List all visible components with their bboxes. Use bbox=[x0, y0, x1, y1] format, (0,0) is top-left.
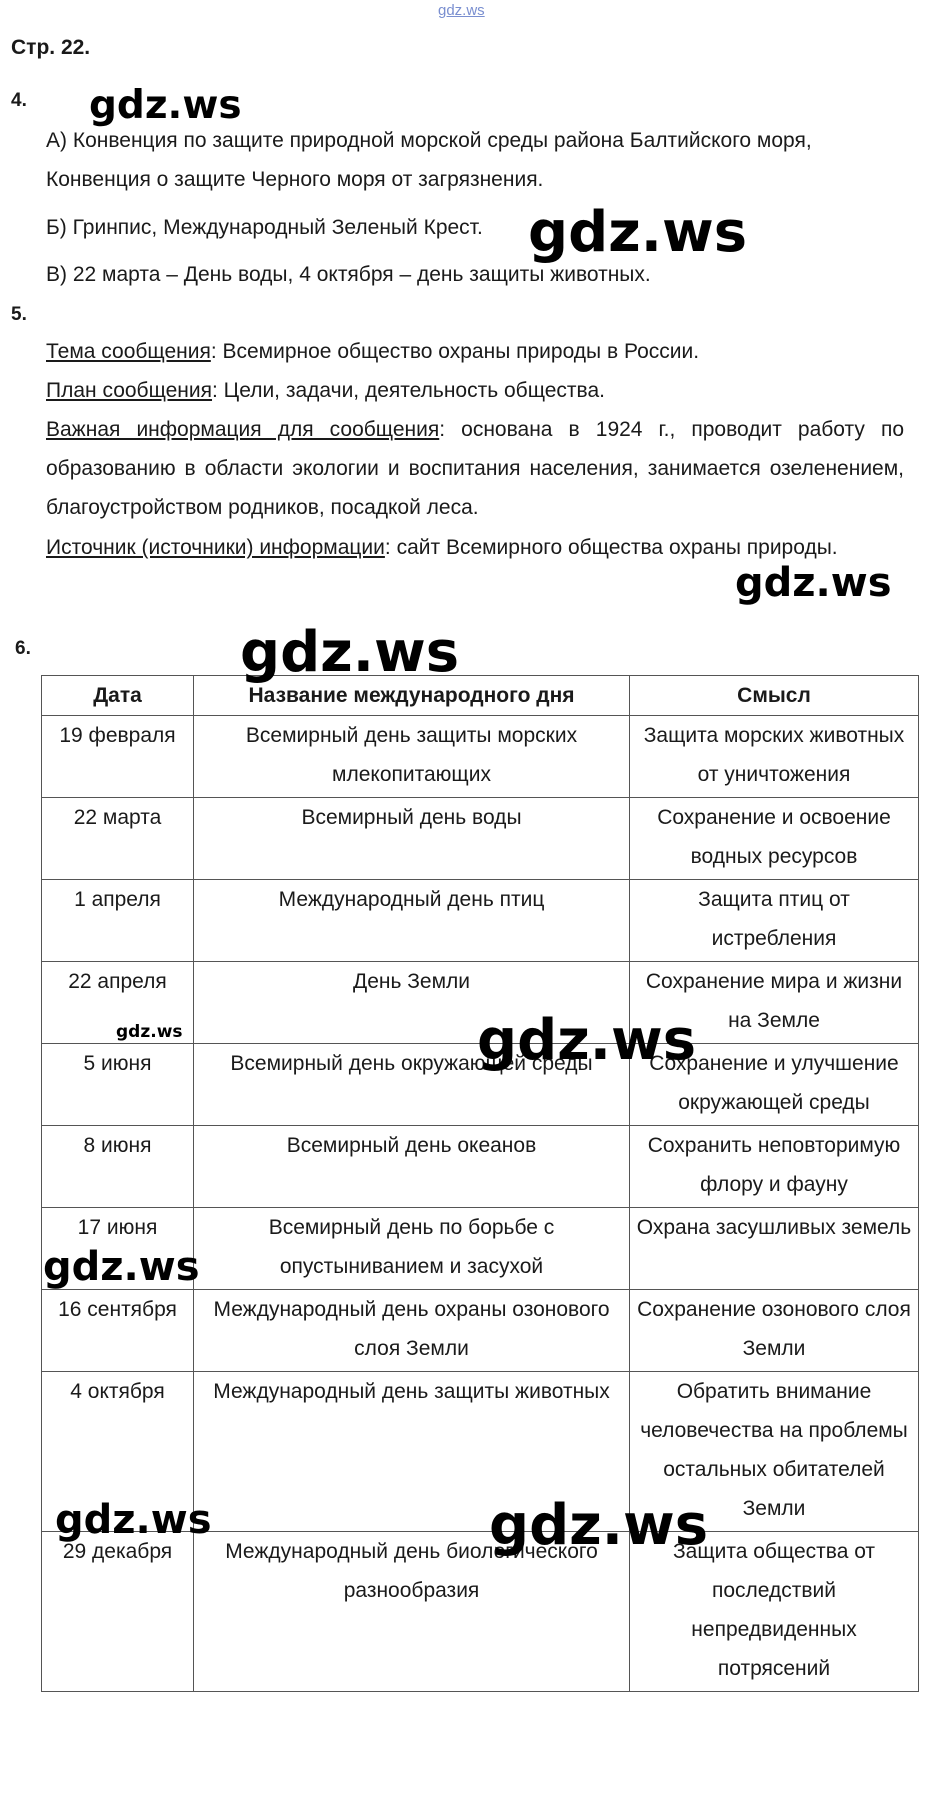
watermark: gdz.ws bbox=[735, 560, 892, 606]
page-title: Стр. 22. bbox=[11, 36, 91, 59]
table-row bbox=[42, 1290, 919, 1372]
q5-plan-text: : Цели, задачи, деятельность общества. bbox=[212, 379, 605, 402]
meaning-cell: Защита общества от последствий непредвиденных потрясений bbox=[630, 1532, 919, 1692]
day-name-cell: Всемирный день защиты морских млекопитающих bbox=[194, 716, 630, 798]
meaning-cell: Охрана засушливых земель bbox=[630, 1208, 919, 1290]
q5-info-text: : основана в 1924 г., проводит работу по образованию в области экологии и воспитания населения, занимается озеленением, благоустройством родников, посадкой леса. bbox=[46, 418, 904, 519]
q5-source-label: Источник (источники) информации bbox=[46, 536, 385, 559]
q5-topic-text: : Всемирное общество охраны природы в России. bbox=[210, 340, 700, 363]
question-6-number: 6. bbox=[15, 638, 31, 659]
column-header-date: Дата bbox=[42, 676, 194, 716]
day-name-cell: Всемирный день окружающей среды bbox=[194, 1044, 630, 1126]
watermark: gdz.ws bbox=[43, 1244, 200, 1290]
column-header-meaning: Смысл bbox=[630, 676, 919, 716]
q5-info-label: Важная информация для сообщения bbox=[46, 418, 440, 441]
watermark: gdz.ws bbox=[489, 1493, 709, 1558]
q4-answer-b: Б) Гринпис, Международный Зеленый Крест. bbox=[46, 216, 483, 239]
table-row bbox=[42, 880, 919, 962]
meaning-cell: Обратить внимание человечества на проблемы остальных обитателей Земли bbox=[630, 1372, 919, 1532]
table-header-row bbox=[42, 676, 919, 716]
column-header-name: Название международного дня bbox=[194, 676, 630, 716]
q5-topic-label: Тема сообщения bbox=[46, 340, 211, 363]
date-cell: 16 сентября bbox=[42, 1290, 194, 1372]
meaning-cell: Сохранение мира и жизни на Земле bbox=[630, 962, 919, 1044]
meaning-cell: Сохранить неповторимую флору и фауну bbox=[630, 1126, 919, 1208]
watermark: gdz.ws bbox=[528, 200, 748, 265]
q5-topic bbox=[46, 332, 904, 371]
meaning-cell: Защита морских животных от уничтожения bbox=[630, 716, 919, 798]
date-cell: 22 марта bbox=[42, 798, 194, 880]
date-cell: 29 декабря bbox=[42, 1532, 194, 1692]
watermark: gdz.ws bbox=[89, 83, 242, 128]
date-cell: 4 октября bbox=[42, 1372, 194, 1532]
day-name-cell: Всемирный день воды bbox=[194, 798, 630, 880]
date-cell: 19 февраля bbox=[42, 716, 194, 798]
day-name-cell: Всемирный день океанов bbox=[194, 1126, 630, 1208]
date-cell: 22 апреля bbox=[42, 962, 194, 1044]
watermark: gdz.ws bbox=[116, 1022, 183, 1042]
meaning-cell: Защита птиц от истребления bbox=[630, 880, 919, 962]
q4-answer-a-line1: А) Конвенция по защите природной морской среды района Балтийского моря, bbox=[46, 129, 812, 152]
site-link[interactable]: gdz.ws bbox=[438, 2, 485, 19]
q4-answer-a-line2: Конвенция о защите Черного моря от загрязнения. bbox=[46, 168, 544, 191]
table-row bbox=[42, 1532, 919, 1692]
date-cell: 8 июня bbox=[42, 1126, 194, 1208]
day-name-cell: Международный день охраны озонового слоя Земли bbox=[194, 1290, 630, 1372]
day-name-cell: Всемирный день по борьбе с опустыниванием и засухой bbox=[194, 1208, 630, 1290]
date-cell: 17 июня bbox=[42, 1208, 194, 1290]
watermark: gdz.ws bbox=[55, 1497, 212, 1543]
q4-answer-v: В) 22 марта – День воды, 4 октября – день защиты животных. bbox=[46, 263, 651, 286]
q5-plan bbox=[46, 371, 904, 410]
meaning-cell: Сохранение озонового слоя Земли bbox=[630, 1290, 919, 1372]
table-row bbox=[42, 798, 919, 880]
day-name-cell: День Земли bbox=[194, 962, 630, 1044]
table-row bbox=[42, 716, 919, 798]
watermark: gdz.ws bbox=[240, 620, 460, 685]
date-cell: 1 апреля bbox=[42, 880, 194, 962]
question-5-number: 5. bbox=[11, 304, 27, 325]
day-name-cell: Международный день птиц bbox=[194, 880, 630, 962]
watermark: gdz.ws bbox=[477, 1008, 697, 1073]
q5-source-text: : сайт Всемирного общества охраны природы. bbox=[384, 536, 838, 559]
meaning-cell: Сохранение и освоение водных ресурсов bbox=[630, 798, 919, 880]
q5-info bbox=[46, 410, 904, 527]
meaning-cell: Сохранение и улучшение окружающей среды bbox=[630, 1044, 919, 1126]
q5-plan-label: План сообщения bbox=[46, 379, 213, 402]
date-cell: 5 июня bbox=[42, 1044, 194, 1126]
question-4-number: 4. bbox=[11, 90, 27, 111]
day-name-cell: Международный день биологического разнообразия bbox=[194, 1532, 630, 1692]
table-row bbox=[42, 1126, 919, 1208]
day-name-cell: Международный день защиты животных bbox=[194, 1372, 630, 1532]
